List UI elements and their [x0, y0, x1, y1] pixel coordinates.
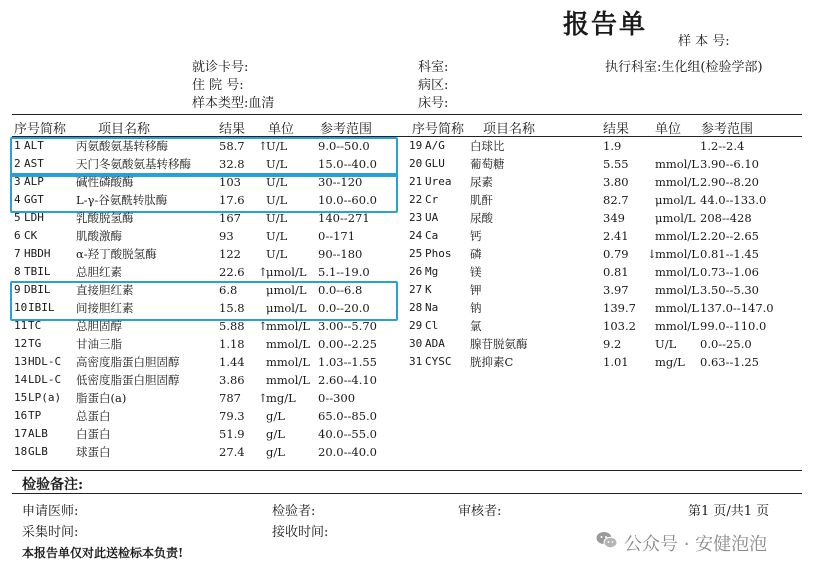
table-row — [0, 443, 828, 461]
cell-seq: 27 — [409, 283, 423, 296]
table-row — [0, 353, 828, 371]
sample-type-value: 血清 — [248, 96, 275, 111]
cell-ref: 208--428 — [700, 211, 752, 225]
cell-unit: mmol/L — [655, 265, 699, 279]
cell-code: Phos — [425, 247, 452, 260]
cell-result: 0.79 — [603, 247, 629, 261]
cell-result: 6.8 — [219, 283, 238, 297]
cell-unit: U/L — [266, 157, 288, 171]
cell-result: 0.81 — [603, 265, 629, 279]
cell-code: ALP — [24, 175, 44, 188]
cell-result: 103.2 — [603, 319, 636, 333]
cell-code: GLU — [425, 157, 445, 170]
cell-ref: 0.0--20.0 — [318, 301, 370, 315]
watermark-text: 公众号 · 安健泡泡 — [624, 534, 768, 555]
cell-name: 乳酸脱氢酶 — [76, 211, 134, 225]
table-row — [0, 137, 828, 155]
table-row — [0, 227, 828, 245]
cell-result: 82.7 — [603, 193, 629, 207]
table-row — [0, 191, 828, 209]
cell-unit: U/L — [655, 337, 677, 351]
cell-name: 肌酸激酶 — [76, 229, 122, 243]
cell-seq: 7 — [14, 247, 21, 260]
cell-ref: 0.00--2.25 — [318, 337, 377, 351]
cell-ref: 137.0--147.0 — [700, 301, 774, 315]
col-name-right: 项目名称 — [483, 122, 536, 137]
cell-unit: mmol/L — [266, 319, 310, 333]
header-rule — [12, 114, 802, 115]
cell-unit: g/L — [266, 409, 285, 423]
table-row — [0, 245, 828, 263]
cell-result: 51.9 — [219, 427, 245, 441]
cell-unit: μmol/L — [655, 193, 696, 207]
cell-code: TG — [28, 337, 42, 350]
cell-code: Cl — [425, 319, 439, 332]
reviewer-label: 审核者: — [458, 504, 502, 519]
cell-result: 22.6 — [219, 265, 245, 279]
cell-code: Ca — [425, 229, 439, 242]
cell-seq: 4 — [14, 193, 21, 206]
cell-name: 脂蛋白(a) — [76, 391, 127, 405]
cell-seq: 18 — [14, 445, 28, 458]
cell-name: 胱抑素C — [470, 355, 514, 369]
cell-code: LDH — [24, 211, 44, 224]
cell-code: AST — [24, 157, 44, 170]
cell-name: 间接胆红素 — [76, 301, 134, 315]
cell-seq: 28 — [409, 301, 423, 314]
cell-ref: 2.60--4.10 — [318, 373, 377, 387]
cell-result: 167 — [219, 211, 241, 225]
requesting-doctor-label: 申请医师: — [22, 504, 79, 519]
cell-seq: 13 — [14, 355, 28, 368]
cell-result: 1.01 — [603, 355, 629, 369]
cell-code: LP(a) — [28, 391, 62, 404]
cell-name: 磷 — [470, 247, 482, 261]
admission-no-label: 住 院 号: — [192, 78, 244, 93]
cell-name: 葡萄糖 — [470, 157, 505, 171]
cell-name: 腺苷脱氨酶 — [470, 337, 528, 351]
cell-ref: 15.0--40.0 — [318, 157, 377, 171]
exec-dept-label: 执行科室: — [605, 60, 662, 75]
cell-name: 丙氨酸氨基转移酶 — [76, 139, 168, 153]
cell-seq: 14 — [14, 373, 28, 386]
cell-ref: 5.1--19.0 — [318, 265, 370, 279]
cell-seq: 12 — [14, 337, 28, 350]
table-row — [0, 209, 828, 227]
cell-flag: ↓ — [647, 247, 657, 261]
cell-code: HBDH — [24, 247, 51, 260]
cell-result: 122 — [219, 247, 241, 261]
cell-unit: μmol/L — [655, 211, 696, 225]
cell-seq: 16 — [14, 409, 28, 422]
cell-seq: 3 — [14, 175, 21, 188]
cell-seq: 26 — [409, 265, 423, 278]
table-row — [0, 281, 828, 299]
cell-name: 肌酐 — [470, 193, 493, 207]
cell-ref: 90--180 — [318, 247, 363, 261]
cell-flag: ↑ — [258, 265, 268, 279]
cell-name: 球蛋白 — [76, 445, 111, 459]
col-unit-left: 单位 — [268, 122, 295, 137]
cell-seq: 5 — [14, 211, 21, 224]
cell-seq: 15 — [14, 391, 28, 404]
remarks-label: 检验备注: — [22, 477, 84, 493]
cell-ref: 2.20--2.65 — [700, 229, 759, 243]
cell-ref: 1.2--2.4 — [700, 139, 745, 153]
cell-code: LDL-C — [28, 373, 62, 386]
cell-code: IBIL — [28, 301, 55, 314]
cell-ref: 0.81--1.45 — [700, 247, 759, 261]
table-row — [0, 389, 828, 407]
cell-code: DBIL — [24, 283, 51, 296]
cell-name: α-羟丁酸脱氢酶 — [76, 247, 157, 261]
cell-unit: mmol/L — [266, 337, 310, 351]
cell-ref: 65.0--85.0 — [318, 409, 377, 423]
report-title: 报告单 — [563, 10, 648, 40]
cell-name: 氯 — [470, 319, 482, 333]
receive-time-label: 接收时间: — [272, 525, 329, 540]
cell-code: ADA — [425, 337, 445, 350]
exec-dept-value: 生化组(检验学部) — [661, 60, 763, 75]
cell-result: 93 — [219, 229, 234, 243]
cell-name: 尿素 — [470, 175, 493, 189]
cell-code: ALT — [24, 139, 44, 152]
table-row — [0, 299, 828, 317]
cell-result: 103 — [219, 175, 241, 189]
cell-unit: U/L — [266, 247, 288, 261]
cell-name: 碱性磷酸酶 — [76, 175, 134, 189]
cell-name: 低密度脂蛋白胆固醇 — [76, 373, 180, 387]
inspector-label: 检验者: — [272, 504, 316, 519]
disclaimer-text: 本报告单仅对此送检标本负责! — [22, 546, 184, 560]
collection-time-label: 采集时间: — [22, 525, 79, 540]
cell-seq: 2 — [14, 157, 21, 170]
cell-name: 高密度脂蛋白胆固醇 — [76, 355, 180, 369]
cell-code: CYSC — [425, 355, 452, 368]
cell-seq: 6 — [14, 229, 21, 242]
cell-unit: mg/L — [655, 355, 685, 369]
col-name-left: 项目名称 — [98, 122, 151, 137]
col-ref-left: 参考范围 — [320, 122, 373, 137]
table-row — [0, 173, 828, 191]
cell-seq: 10 — [14, 301, 28, 314]
exec-dept — [605, 56, 763, 75]
cell-code: HDL-C — [28, 355, 62, 368]
cell-unit: mmol/L — [655, 247, 699, 261]
cell-seq: 9 — [14, 283, 21, 296]
cell-ref: 0.73--1.06 — [700, 265, 759, 279]
cell-result: 1.9 — [603, 139, 622, 153]
cell-seq: 21 — [409, 175, 423, 188]
wechat-icon — [596, 531, 618, 549]
cell-ref: 3.90--6.10 — [700, 157, 759, 171]
cell-name: 总胆红素 — [76, 265, 122, 279]
cell-unit: g/L — [266, 427, 285, 441]
cell-code: TP — [28, 409, 42, 422]
table-bottom-rule — [12, 470, 802, 471]
cell-code: A/G — [425, 139, 445, 152]
cell-seq: 1 — [14, 139, 21, 152]
cell-seq: 20 — [409, 157, 423, 170]
cell-unit: μmol/L — [266, 265, 307, 279]
table-row — [0, 317, 828, 335]
cell-seq: 30 — [409, 337, 423, 350]
cell-unit: U/L — [266, 229, 288, 243]
cell-ref: 3.00--5.70 — [318, 319, 377, 333]
page-indicator: 第1 页/共1 页 — [688, 504, 770, 519]
cell-unit: U/L — [266, 175, 288, 189]
cell-ref: 0.0--25.0 — [700, 337, 752, 351]
cell-seq: 8 — [14, 265, 21, 278]
cell-seq: 22 — [409, 193, 423, 206]
cell-ref: 3.50--5.30 — [700, 283, 759, 297]
cell-name: 甘油三脂 — [76, 337, 122, 351]
cell-result: 349 — [603, 211, 625, 225]
cell-flag: ↑ — [258, 319, 268, 333]
cell-code: GLB — [28, 445, 48, 458]
cell-result: 3.97 — [603, 283, 629, 297]
cell-result: 15.8 — [219, 301, 245, 315]
cell-code: TC — [28, 319, 42, 332]
table-row — [0, 425, 828, 443]
cell-unit: mmol/L — [655, 319, 699, 333]
cell-unit: mmol/L — [655, 229, 699, 243]
cell-unit: mmol/L — [655, 283, 699, 297]
cell-unit: μmol/L — [266, 301, 307, 315]
cell-seq: 23 — [409, 211, 423, 224]
cell-code: TBIL — [24, 265, 51, 278]
cell-ref: 0.0--6.8 — [318, 283, 363, 297]
cell-result: 3.80 — [603, 175, 629, 189]
col-result-right: 结果 — [603, 122, 630, 137]
col-result-left: 结果 — [219, 122, 246, 137]
col-ref-right: 参考范围 — [701, 122, 754, 137]
remarks-rule — [12, 493, 802, 494]
table-row — [0, 371, 828, 389]
cell-result: 58.7 — [219, 139, 245, 153]
cell-code: Cr — [425, 193, 439, 206]
cell-name: 白球比 — [470, 139, 505, 153]
table-row — [0, 155, 828, 173]
cell-seq: 19 — [409, 139, 423, 152]
cell-name: 钙 — [470, 229, 482, 243]
cell-result: 9.2 — [603, 337, 622, 351]
table-row — [0, 335, 828, 353]
bed-label: 床号: — [418, 96, 449, 111]
cell-ref: 44.0--133.0 — [700, 193, 767, 207]
cell-code: Mg — [425, 265, 439, 278]
cell-name: 天门冬氨酸氨基转移酶 — [76, 157, 191, 171]
col-unit-right: 单位 — [655, 122, 682, 137]
cell-code: Urea — [425, 175, 452, 188]
cell-ref: 1.03--1.55 — [318, 355, 377, 369]
cell-result: 17.6 — [219, 193, 245, 207]
sample-type-label-text: 样本类型: — [192, 96, 249, 111]
cell-result: 2.41 — [603, 229, 629, 243]
cell-ref: 0--171 — [318, 229, 356, 243]
cell-code: ALB — [28, 427, 48, 440]
cell-flag: ↑ — [258, 139, 268, 153]
cell-ref: 10.0--60.0 — [318, 193, 377, 207]
cell-unit: mg/L — [266, 391, 296, 405]
cell-unit: mmol/L — [266, 355, 310, 369]
cell-unit: U/L — [266, 193, 288, 207]
col-seq-right: 序号简称 — [412, 122, 465, 137]
cell-ref: 2.90--8.20 — [700, 175, 759, 189]
cell-seq: 11 — [14, 319, 28, 332]
cell-code: UA — [425, 211, 439, 224]
cell-name: 总蛋白 — [76, 409, 111, 423]
ward-label: 病区: — [418, 78, 449, 93]
cell-name: 尿酸 — [470, 211, 493, 225]
cell-result: 32.8 — [219, 157, 245, 171]
cell-code: CK — [24, 229, 38, 242]
col-seq-left: 序号简称 — [14, 122, 67, 137]
sample-no-label: 样 本 号: — [678, 34, 730, 49]
cell-result: 27.4 — [219, 445, 245, 459]
cell-result: 79.3 — [219, 409, 245, 423]
cell-name: 镁 — [470, 265, 482, 279]
cell-name: 总胆固醇 — [76, 319, 122, 333]
visit-card-label: 就诊卡号: — [192, 60, 249, 75]
cell-name: L-γ-谷氨酰转肽酶 — [76, 193, 168, 207]
table-row — [0, 263, 828, 281]
cell-result: 787 — [219, 391, 241, 405]
cell-unit: mmol/L — [655, 157, 699, 171]
sample-type-label — [192, 92, 274, 111]
cell-ref: 9.0--50.0 — [318, 139, 370, 153]
cell-result: 1.44 — [219, 355, 245, 369]
cell-unit: g/L — [266, 445, 285, 459]
cell-code: K — [425, 283, 432, 296]
cell-unit: mmol/L — [655, 301, 699, 315]
cell-seq: 17 — [14, 427, 28, 440]
cell-unit: U/L — [266, 211, 288, 225]
cell-ref: 40.0--55.0 — [318, 427, 377, 441]
cell-ref: 140--271 — [318, 211, 370, 225]
cell-seq: 25 — [409, 247, 423, 260]
cell-result: 5.88 — [219, 319, 245, 333]
table-row — [0, 407, 828, 425]
cell-seq: 24 — [409, 229, 423, 242]
cell-unit: U/L — [266, 139, 288, 153]
cell-ref: 20.0--40.0 — [318, 445, 377, 459]
cell-name: 直接胆红素 — [76, 283, 134, 297]
cell-ref: 30--120 — [318, 175, 363, 189]
cell-name: 钾 — [470, 283, 482, 297]
cell-seq: 29 — [409, 319, 423, 332]
cell-ref: 0--300 — [318, 391, 356, 405]
cell-unit: μmol/L — [266, 283, 307, 297]
cell-unit: mmol/L — [655, 175, 699, 189]
cell-unit: mmol/L — [266, 373, 310, 387]
cell-name: 白蛋白 — [76, 427, 111, 441]
cell-flag: ↑ — [258, 391, 268, 405]
cell-ref: 0.63--1.25 — [700, 355, 759, 369]
cell-seq: 31 — [409, 355, 423, 368]
department-label: 科室: — [418, 60, 449, 75]
cell-code: Na — [425, 301, 439, 314]
cell-name: 钠 — [470, 301, 482, 315]
cell-result: 3.86 — [219, 373, 245, 387]
cell-ref: 99.0--110.0 — [700, 319, 767, 333]
cell-result: 139.7 — [603, 301, 636, 315]
cell-result: 1.18 — [219, 337, 245, 351]
cell-code: GGT — [24, 193, 44, 206]
cell-result: 5.55 — [603, 157, 629, 171]
